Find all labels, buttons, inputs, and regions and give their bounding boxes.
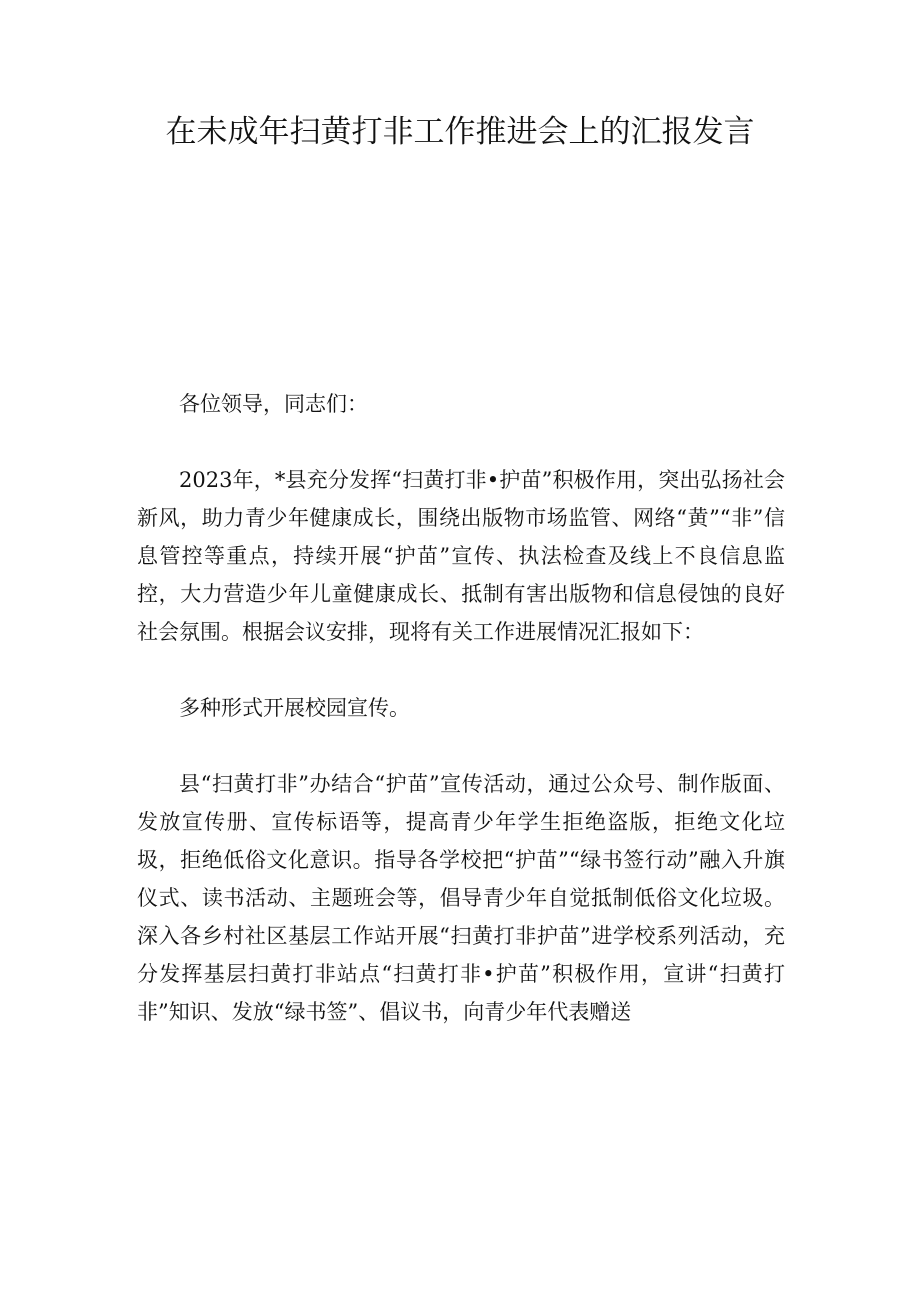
- greeting-line: 各位领导，同志们：: [179, 392, 368, 416]
- body-paragraph: 县“扫黄打非”办结合“护苗”宣传活动，通过公众号、制作版面、发放宣传册、宣传标语等，提高青少年学生拒绝盗版，拒绝文化垃圾，拒绝低俗文化意识。指导各学校把“护苗”“绿书签行动”融入升旗仪式、读书活动、主题班会等，倡导青少年自觉抵制低俗文化垃圾。深入各乡村社区基层工作站开展“扫黄打非护苗”进学校系列活动，充分发挥基层扫黄打非站点“扫黄打非•护苗”积极作用，宣讲“扫黄打非”知识、发放“绿书签”、倡议书，向青少年代表赠送: [137, 772, 785, 1024]
- document-body: [137, 385, 785, 1069]
- section-heading: 多种形式开展校园宣传。: [179, 696, 410, 720]
- document-title: 在未成年扫黄打非工作推进会上的汇报发言: [165, 114, 755, 150]
- intro-paragraph: 2023年，*县充分发挥“扫黄打非•护苗”积极作用，突出弘扬社会新风，助力青少年健康成长，围绕出版物市场监管、网络“黄”“非”信息管控等重点，持续开展“护苗”宣传、执法检查及线上不良信息监控，大力营造少年儿童健康成长、抵制有害出版物和信息侵蚀的良好社会氛围。根据会议安排，现将有关工作进展情况汇报如下：: [137, 468, 785, 644]
